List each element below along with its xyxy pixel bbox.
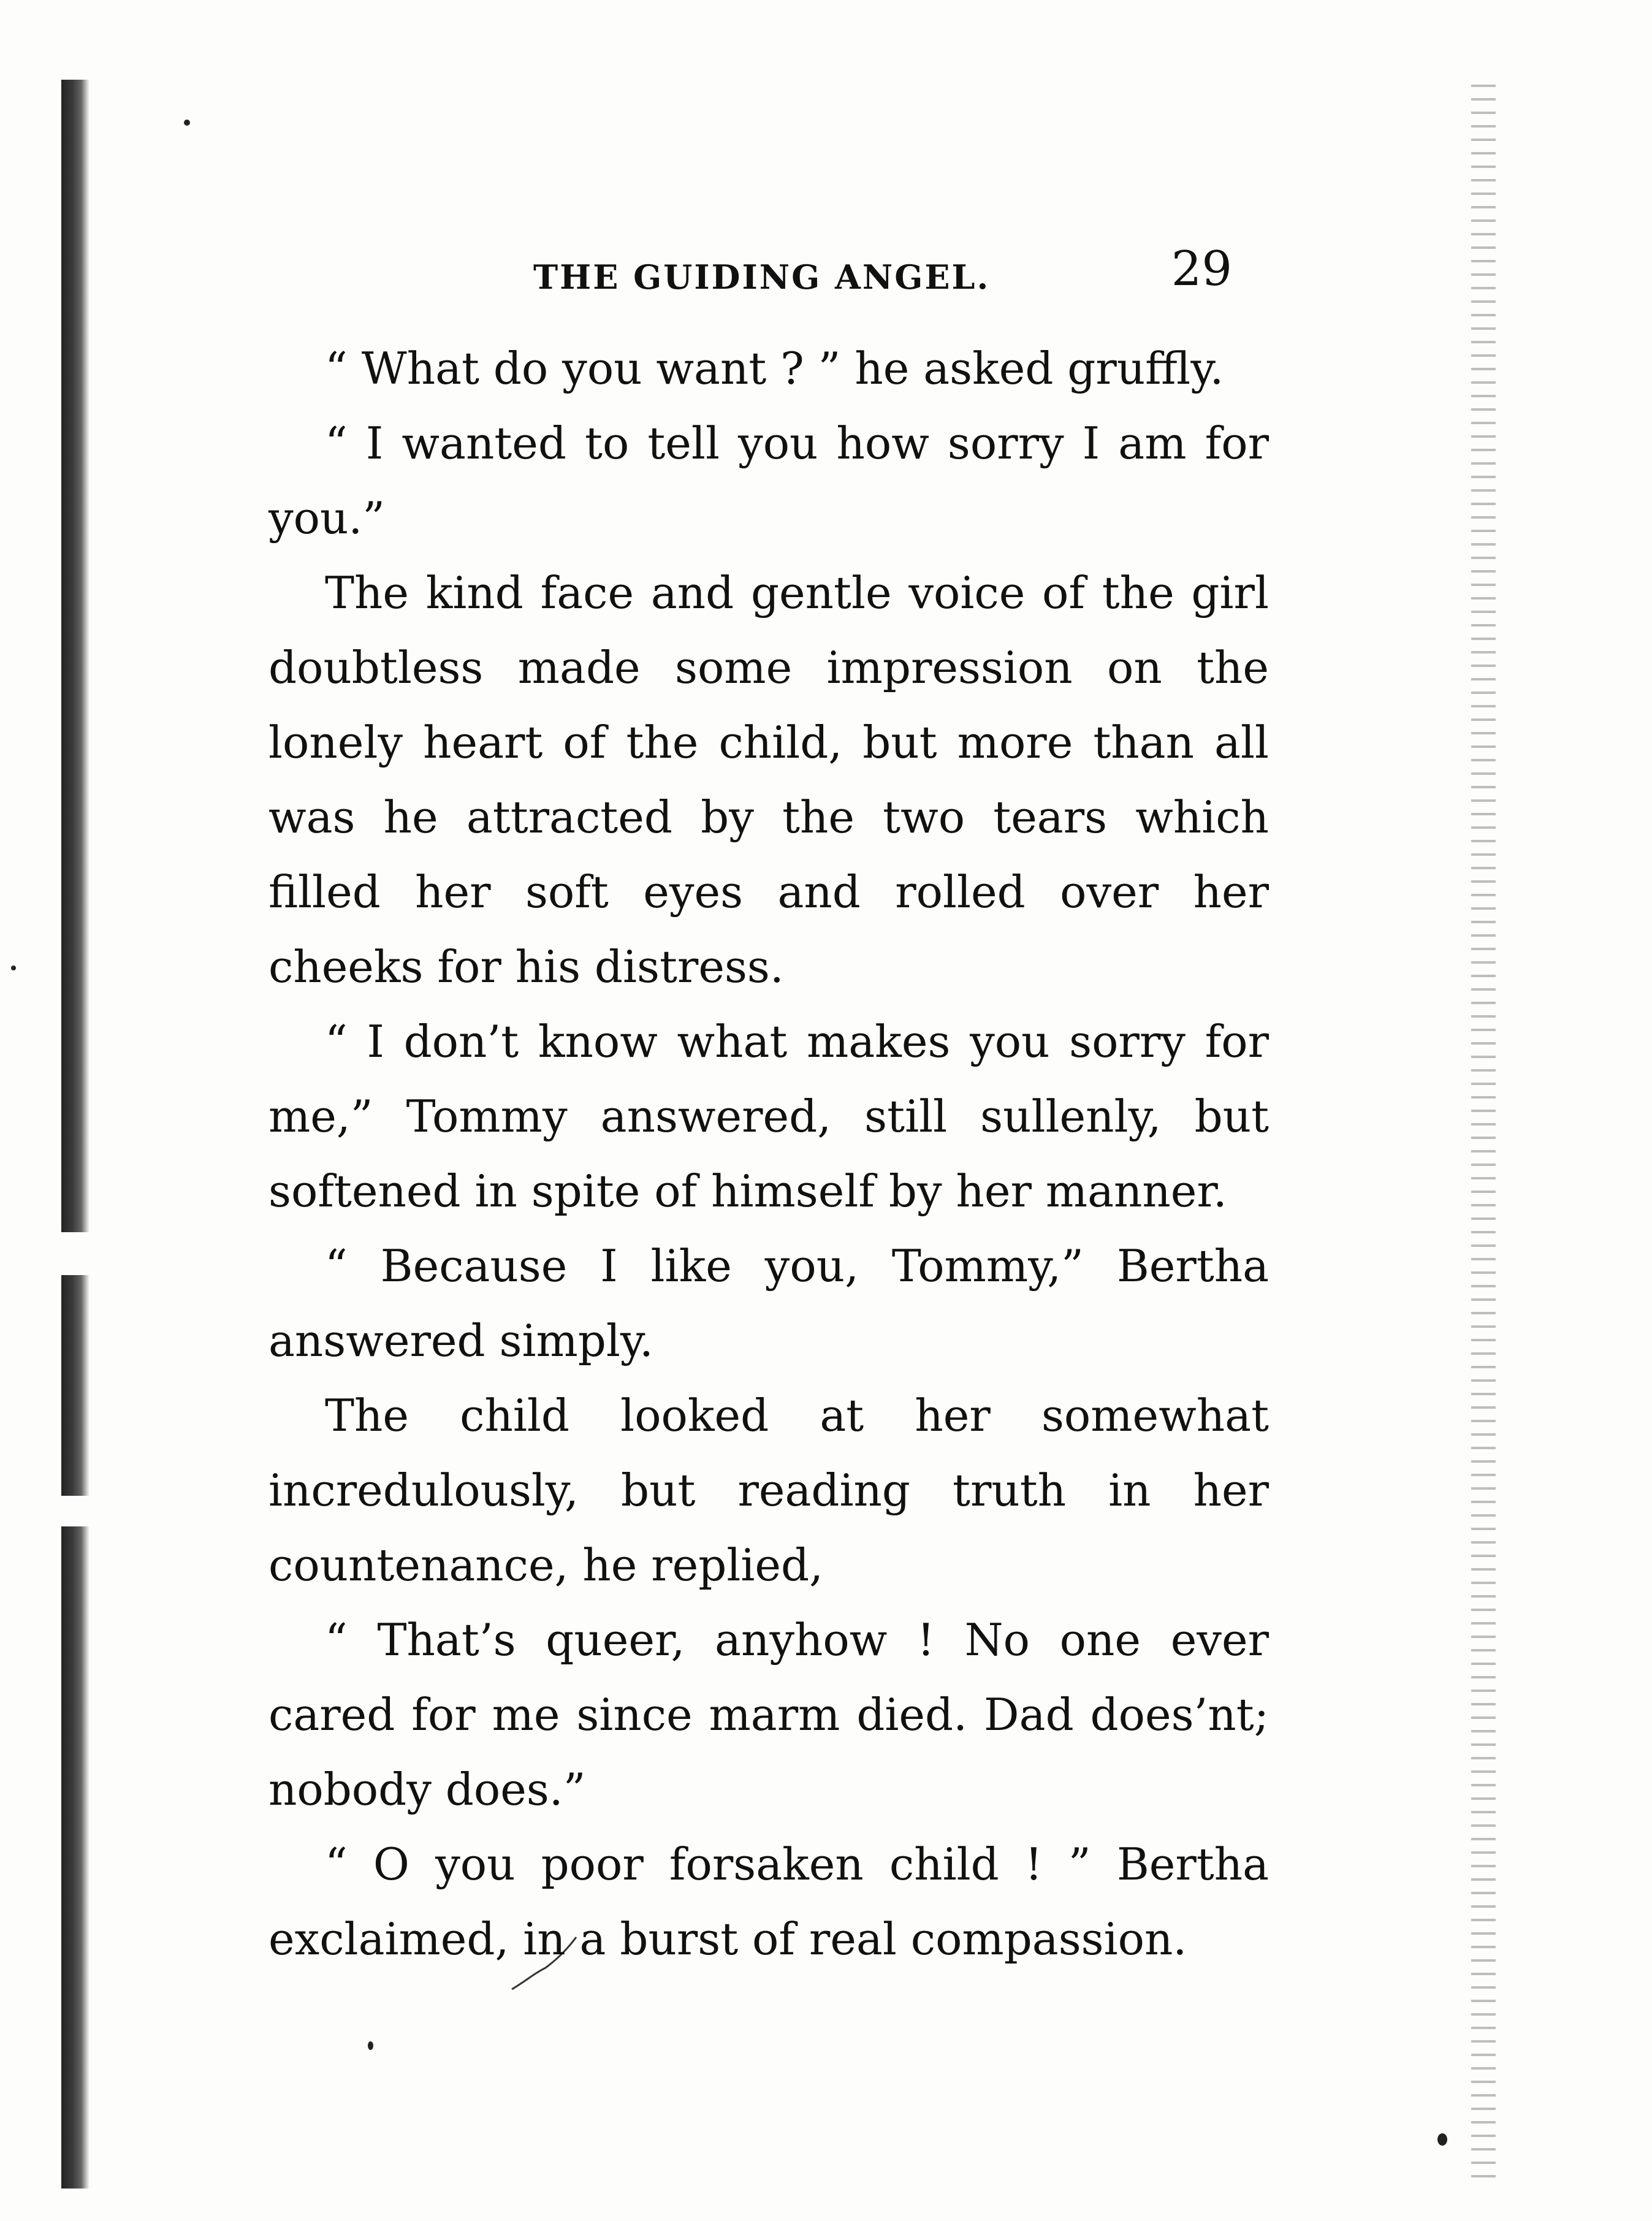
binding-gap — [59, 1232, 96, 1275]
paragraph: The child looked at her somewhat incredulously, but reading truth in her countenance, he replied, — [268, 1390, 1269, 1591]
page-number: 29 — [1171, 242, 1232, 297]
paragraph: “ I wanted to tell you how sorry I am for you.” — [268, 417, 1269, 544]
paragraph: “ Because I like you, Tommy,” Bertha answered simply. — [268, 1240, 1269, 1366]
ink-speck — [11, 966, 16, 970]
paragraph: “ O you poor forsaken child ! ” Bertha exclaimed, in a burst of real compassion. — [268, 1838, 1269, 1965]
body-text — [268, 331, 1269, 1976]
running-title: THE GUIDING ANGEL. — [533, 257, 991, 297]
running-head — [264, 233, 1269, 300]
paragraph: The kind face and gentle voice of the girl doubtless made some impression on the lonely heart of the child, but more than all was he attracted by the two tears which filled her soft eyes and rolled over her cheeks for his distress. — [268, 567, 1269, 992]
right-edge-bleed — [1471, 74, 1496, 2189]
paragraph: “ What do you want ? ” he asked gruffly. — [325, 343, 1224, 394]
ink-speck — [368, 2041, 373, 2050]
ink-speck — [184, 120, 190, 126]
binding-gap — [59, 1496, 96, 1526]
paragraph: “ I don’t know what makes you sorry for me,” Tommy answered, still sullenly, but softened in spite of himself by her manner. — [268, 1016, 1269, 1217]
paragraph: “ That’s queer, anyhow ! No one ever cared for me since marm died. Dad does’nt; nobody does.” — [268, 1614, 1269, 1815]
binding-shadow — [61, 80, 89, 2189]
ink-speck — [1437, 2133, 1447, 2146]
